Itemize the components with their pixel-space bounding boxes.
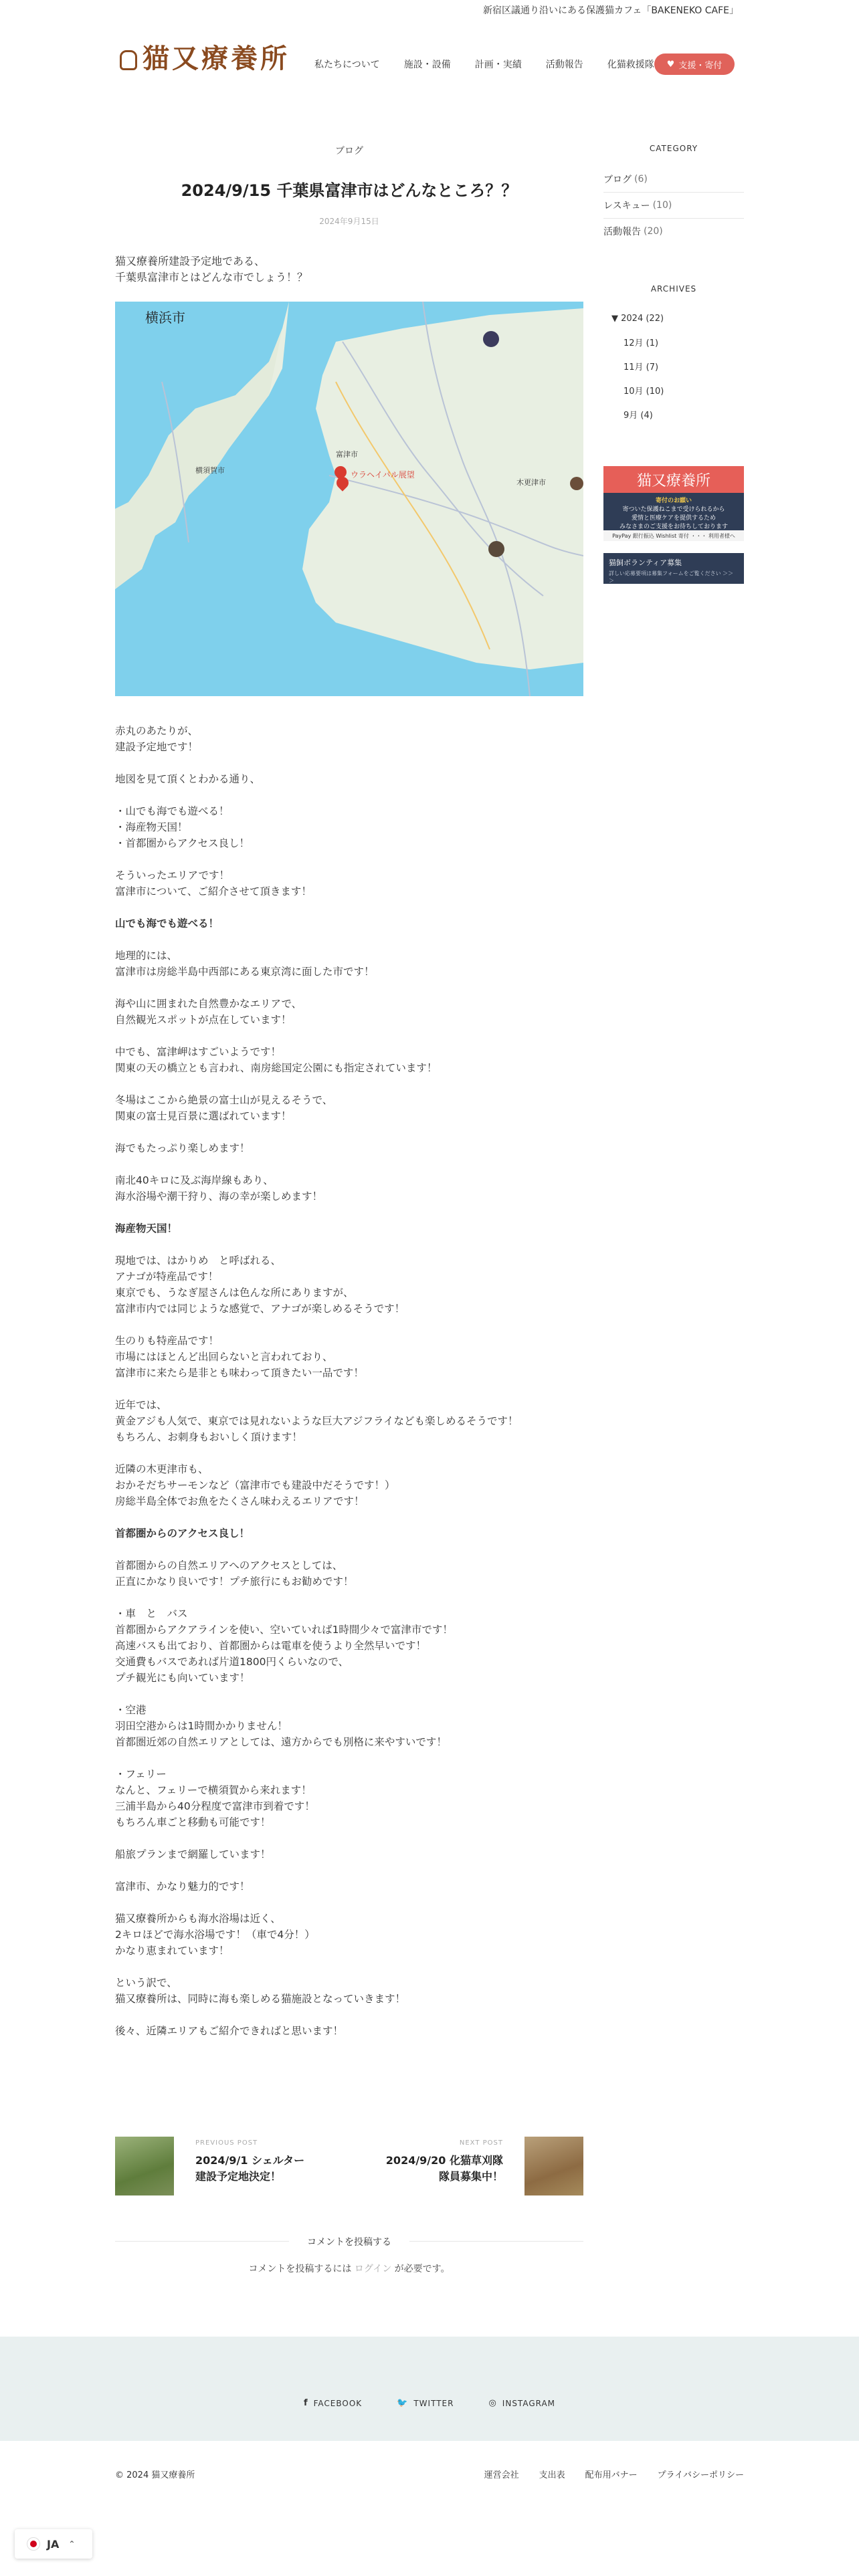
body-paragraph <box>115 1879 583 1895</box>
instagram-icon: ◎ <box>488 2398 497 2408</box>
map-pin-label: ウラヘイパル展望 <box>351 470 415 479</box>
site-header <box>0 20 859 94</box>
body-line: 首都圏からのアクセス良し！ <box>115 1527 250 1539</box>
body-line: 関東の富士見百景に選ばれています！ <box>115 1110 292 1122</box>
map-place-label: 横須賀市 <box>195 466 225 475</box>
top-announcement <box>0 0 859 20</box>
map-place-label: 木更津市 <box>516 478 546 487</box>
post-title: 2024/9/15 千葉県富津市はどんなところ？？ <box>181 181 518 200</box>
body-line: 赤丸のあたりが、 <box>115 725 199 737</box>
body-paragraph <box>115 1975 583 2007</box>
category-heading: CATEGORY <box>649 144 698 153</box>
social-links-section <box>0 2337 859 2441</box>
body-line: 首都圏からアクアラインを使い、空いていれば1時間少々で富津市です！ <box>115 1624 453 1636</box>
archive-month[interactable]: 11月 (7) <box>624 362 659 372</box>
language-code: JA <box>47 2537 60 2551</box>
body-line: 建設予定地です！ <box>115 741 199 753</box>
body-line: 富津市内では同じような感覚で、アナゴが楽しめるそうです！ <box>115 1303 405 1315</box>
site-footer <box>0 2441 859 2501</box>
body-line: 首都圏からの自然エリアへのアクセスとしては、 <box>115 1560 343 1572</box>
donation-banner-title: 猫又療養所 <box>603 466 744 493</box>
nav-plans[interactable]: 計画・実績 <box>474 60 522 70</box>
next-post-title-line: 2024/9/20 化猫草刈隊 <box>385 2154 503 2167</box>
section-heading <box>115 1220 583 1237</box>
body-line: 地図を見て頂くとわかる通り、 <box>115 773 261 785</box>
category-item[interactable] <box>603 167 744 193</box>
body-line: 猫又療養所は、同時に海も楽しめる猫施設となっていきます！ <box>115 1993 406 2005</box>
body-line: ・車 と バス <box>115 1608 188 1620</box>
body-line: という訳で、 <box>115 1977 177 1989</box>
body-line: 富津市に来たら是非とも味わって頂きたい一品です！ <box>115 1367 364 1379</box>
category-item[interactable] <box>603 193 744 219</box>
login-link[interactable]: ログイン <box>354 2264 392 2274</box>
nav-rescue-team[interactable]: 化猫救援隊 <box>607 60 654 70</box>
post-navigation <box>115 2137 583 2197</box>
body-paragraph <box>115 803 583 851</box>
body-paragraph <box>115 1092 583 1124</box>
language-switcher[interactable] <box>15 2529 92 2559</box>
previous-post-title-line: 建設予定地決定！ <box>195 2170 282 2183</box>
archives-heading: ARCHIVES <box>650 284 697 294</box>
volunteer-banner[interactable] <box>603 553 744 584</box>
banner-line: 寄ついた保護ねこまで受けられるから <box>622 506 725 513</box>
twitter-icon: 🐦 <box>397 2398 409 2408</box>
donation-banner-text <box>603 493 744 536</box>
footer-link-expenses[interactable]: 支出表 <box>539 2470 565 2480</box>
body-paragraph <box>115 1172 583 1204</box>
category-count: (20) <box>644 226 663 237</box>
body-line: 首都圏近郊の自然エリアとしては、遠方からでも別格に来やすいです！ <box>115 1736 447 1748</box>
body-line: ・海産物天国！ <box>115 821 188 833</box>
next-post-title-line: 隊員募集中！ <box>438 2170 503 2183</box>
post-intro <box>115 253 583 286</box>
body-line: 中でも、富津岬はすごいようです！ <box>115 1046 282 1058</box>
social-links <box>0 2398 859 2408</box>
logo-text: 猫又療養所 <box>142 43 290 74</box>
body-line: 房総半島全体でお魚をたくさん味わえるエリアです！ <box>115 1495 365 1507</box>
archives <box>603 284 744 426</box>
body-line: プチ観光にも向いています！ <box>115 1672 250 1684</box>
nav-about[interactable]: 私たちについて <box>314 60 380 70</box>
instagram-label: INSTAGRAM <box>502 2398 556 2408</box>
volunteer-banner-sub: 詳しい応募要項は募集フォームをご覧ください ＞＞＞ <box>609 570 734 584</box>
footer-link-banners[interactable]: 配布用バナー <box>585 2470 638 2480</box>
body-line: 正直にかなり良いです！プチ旅行にもお勧めです！ <box>115 1576 354 1588</box>
category-name: 活動報告 <box>603 227 641 237</box>
archive-month[interactable]: 10月 (10) <box>624 386 664 397</box>
next-post-label: NEXT POST <box>459 2139 503 2147</box>
banner-line: みなさまのご支援をお待ちしております <box>619 524 728 530</box>
japan-flag-icon <box>27 2537 40 2551</box>
body-line: 海でもたっぷり楽しめます！ <box>115 1142 250 1154</box>
comment-note-text: コメントを投稿するには <box>248 2264 355 2274</box>
previous-post-thumbnail[interactable] <box>115 2137 174 2195</box>
body-paragraph <box>115 1911 583 1959</box>
body-line: ・山でも海でも遊べる！ <box>115 805 229 817</box>
body-line: 猫又療養所からも海水浴場は近く、 <box>115 1913 281 1925</box>
body-paragraph <box>115 1397 583 1445</box>
facebook-label: FACEBOOK <box>313 2398 363 2408</box>
twitter-link[interactable] <box>397 2398 454 2408</box>
body-paragraph <box>115 996 583 1028</box>
body-line: 東京でも、うなぎ屋さんは色んな所にありますが、 <box>115 1287 354 1299</box>
archive-month[interactable]: 12月 (1) <box>624 338 659 348</box>
intro-line: 猫又療養所建設予定地である、 <box>115 255 266 267</box>
category-name: レスキュー <box>603 201 650 211</box>
main-nav <box>314 58 654 71</box>
comment-note-text: が必要です。 <box>391 2264 450 2274</box>
support-donate-button[interactable] <box>654 53 735 75</box>
body-paragraph <box>115 2023 583 2039</box>
body-paragraph <box>115 867 583 899</box>
category-count: (6) <box>634 174 648 185</box>
post-body <box>115 723 583 2039</box>
body-paragraph <box>115 1558 583 1590</box>
body-paragraph <box>115 1253 583 1317</box>
instagram-link[interactable] <box>488 2398 555 2408</box>
body-paragraph <box>115 1606 583 1686</box>
previous-post-title-line: 2024/9/1 シェルター <box>195 2154 305 2167</box>
map-place-label: 富津市 <box>336 450 358 459</box>
body-line: 高速バスも出ており、首都圏からは電車を使うより全然早いです！ <box>115 1640 427 1652</box>
body-line: 山でも海でも遊べる！ <box>115 918 219 930</box>
body-line: 富津市は房総半島中西部にある東京湾に面した市です！ <box>115 966 375 978</box>
body-line: 近年では、 <box>115 1399 167 1411</box>
next-post-link[interactable] <box>386 2153 503 2185</box>
body-line: 船旅プランまで網羅しています！ <box>115 1848 271 1860</box>
donation-banner[interactable] <box>603 466 744 541</box>
body-line: アナゴが特産品です！ <box>115 1271 219 1283</box>
body-line: もちろん車ごと移動も可能です！ <box>115 1816 271 1828</box>
body-paragraph <box>115 723 583 755</box>
facebook-icon: f <box>303 2398 308 2408</box>
category-list <box>603 167 744 244</box>
previous-post-link[interactable] <box>195 2153 304 2185</box>
body-line: 後々、近隣エリアもご紹介できればと思います！ <box>115 2025 344 2037</box>
body-line: 黄金アジも人気で、東京では見れないような巨大アジフライなども楽しめるそうです！ <box>115 1415 518 1427</box>
site-logo[interactable] <box>117 37 290 76</box>
body-paragraph <box>115 1766 583 1830</box>
body-line: 市場にはほとんど出回らないと言われており、 <box>115 1351 333 1363</box>
body-line: ・空港 <box>115 1704 147 1716</box>
cat-logo-icon <box>117 43 136 70</box>
archive-year-toggle[interactable]: ▼ 2024 (22) <box>611 313 664 324</box>
support-button-label: 支援・寄付 <box>678 60 723 71</box>
footer-links <box>484 2468 744 2480</box>
previous-post-label: PREVIOUS POST <box>195 2139 258 2147</box>
body-line: 羽田空港からは1時間かかりません！ <box>115 1720 288 1732</box>
body-line: 関東の天の橋立とも言われ、南房総国定公園にも指定されています！ <box>115 1062 438 1074</box>
body-line: 三浦半島から40分程度で富津市到着です！ <box>115 1800 315 1812</box>
body-line: 海や山に囲まれた自然豊かなエリアで、 <box>115 998 302 1010</box>
next-post-thumbnail[interactable] <box>524 2137 583 2195</box>
heart-icon: ♥ <box>666 59 675 70</box>
body-line: もちろん、お刺身もおいしく頂けます！ <box>115 1431 302 1443</box>
body-line: 富津市、かなり魅力的です！ <box>115 1881 250 1893</box>
chevron-up-icon: ⌃ <box>68 2539 76 2549</box>
intro-line: 千葉県富津市とはどんな市でしょう！？ <box>115 271 308 284</box>
body-line: 自然観光スポットが点在しています！ <box>115 1014 292 1026</box>
category-name: ブログ <box>603 175 632 185</box>
footer-link-privacy[interactable]: プライバシーポリシー <box>657 2470 744 2480</box>
nav-facilities[interactable]: 施設・設備 <box>403 60 451 70</box>
sidebar <box>603 144 744 584</box>
body-line: 富津市について、ご紹介させて頂きます！ <box>115 885 312 897</box>
banner-line: 寄付のお願い <box>655 498 692 504</box>
body-paragraph <box>115 771 583 787</box>
body-line: 交通費もバスであれば片道1800円くらいなので、 <box>115 1656 349 1668</box>
body-line: ・首都圏からアクセス良し！ <box>115 837 250 849</box>
footer-link-company[interactable]: 運営会社 <box>484 2470 519 2480</box>
body-line: 冬場はここから絶景の富士山が見えるそうで、 <box>115 1094 333 1106</box>
body-line: 2キロほどで海水浴場です！（車で4分！） <box>115 1929 315 1941</box>
category-item[interactable] <box>603 219 744 244</box>
body-paragraph <box>115 1461 583 1509</box>
volunteer-banner-title: 猫飼ボランティア募集 <box>609 558 682 567</box>
body-line: 現地では、はかりめ と呼ばれる、 <box>115 1255 282 1267</box>
copyright: © 2024 猫又療養所 <box>115 2470 195 2480</box>
banner-line: 愛情と医療ケアを提供するため <box>631 515 716 522</box>
twitter-label: TWITTER <box>413 2398 454 2408</box>
body-line: 地理的には、 <box>115 950 178 962</box>
archive-month[interactable]: 9月 (4) <box>624 410 653 421</box>
comment-heading <box>115 2235 583 2248</box>
location-map[interactable] <box>115 302 583 696</box>
body-line: ・フェリー <box>115 1768 167 1780</box>
section-heading <box>115 1525 583 1541</box>
post-date: 2024年9月15日 <box>319 217 379 226</box>
map-city-label: 横浜市 <box>145 310 185 326</box>
facebook-link[interactable] <box>304 2398 362 2408</box>
body-line: 南北40キロに及ぶ海岸線もあり、 <box>115 1174 274 1186</box>
body-paragraph <box>115 1333 583 1381</box>
donation-banner-footer: PayPay 銀行振込 Wishlist 寄付 ・・・ 利用者様へ <box>603 530 744 541</box>
body-line: おかそだちサーモンなど（富津市でも建設中だそうです！） <box>115 1479 395 1491</box>
post-content <box>115 144 583 2055</box>
map-graphic <box>115 302 583 696</box>
body-line: かなり恵まれています！ <box>115 1945 229 1957</box>
body-paragraph <box>115 1846 583 1862</box>
nav-reports[interactable]: 活動報告 <box>545 60 583 70</box>
category-count: (10) <box>652 200 672 211</box>
body-line: 海水浴場や潮干狩り、海の幸が楽しめます！ <box>115 1190 323 1202</box>
body-paragraph <box>115 1140 583 1156</box>
body-paragraph <box>115 948 583 980</box>
section-heading <box>115 916 583 932</box>
comment-login-note <box>115 2262 583 2275</box>
body-line: 海産物天国！ <box>115 1222 178 1235</box>
body-line: なんと、フェリーで横須賀から来れます！ <box>115 1784 312 1796</box>
body-line: 生のりも特産品です！ <box>115 1335 219 1347</box>
body-paragraph <box>115 1702 583 1750</box>
body-line: 近隣の木更津市も、 <box>115 1463 209 1475</box>
post-category[interactable]: ブログ <box>335 146 363 156</box>
body-line: そういったエリアです！ <box>115 869 229 881</box>
top-announcement-text: 新宿区議通り沿いにある保護猫カフェ「BAKENEKO CAFE」 <box>483 5 739 16</box>
comment-heading-text: コメントを投稿する <box>307 2237 391 2248</box>
body-paragraph <box>115 1044 583 1076</box>
